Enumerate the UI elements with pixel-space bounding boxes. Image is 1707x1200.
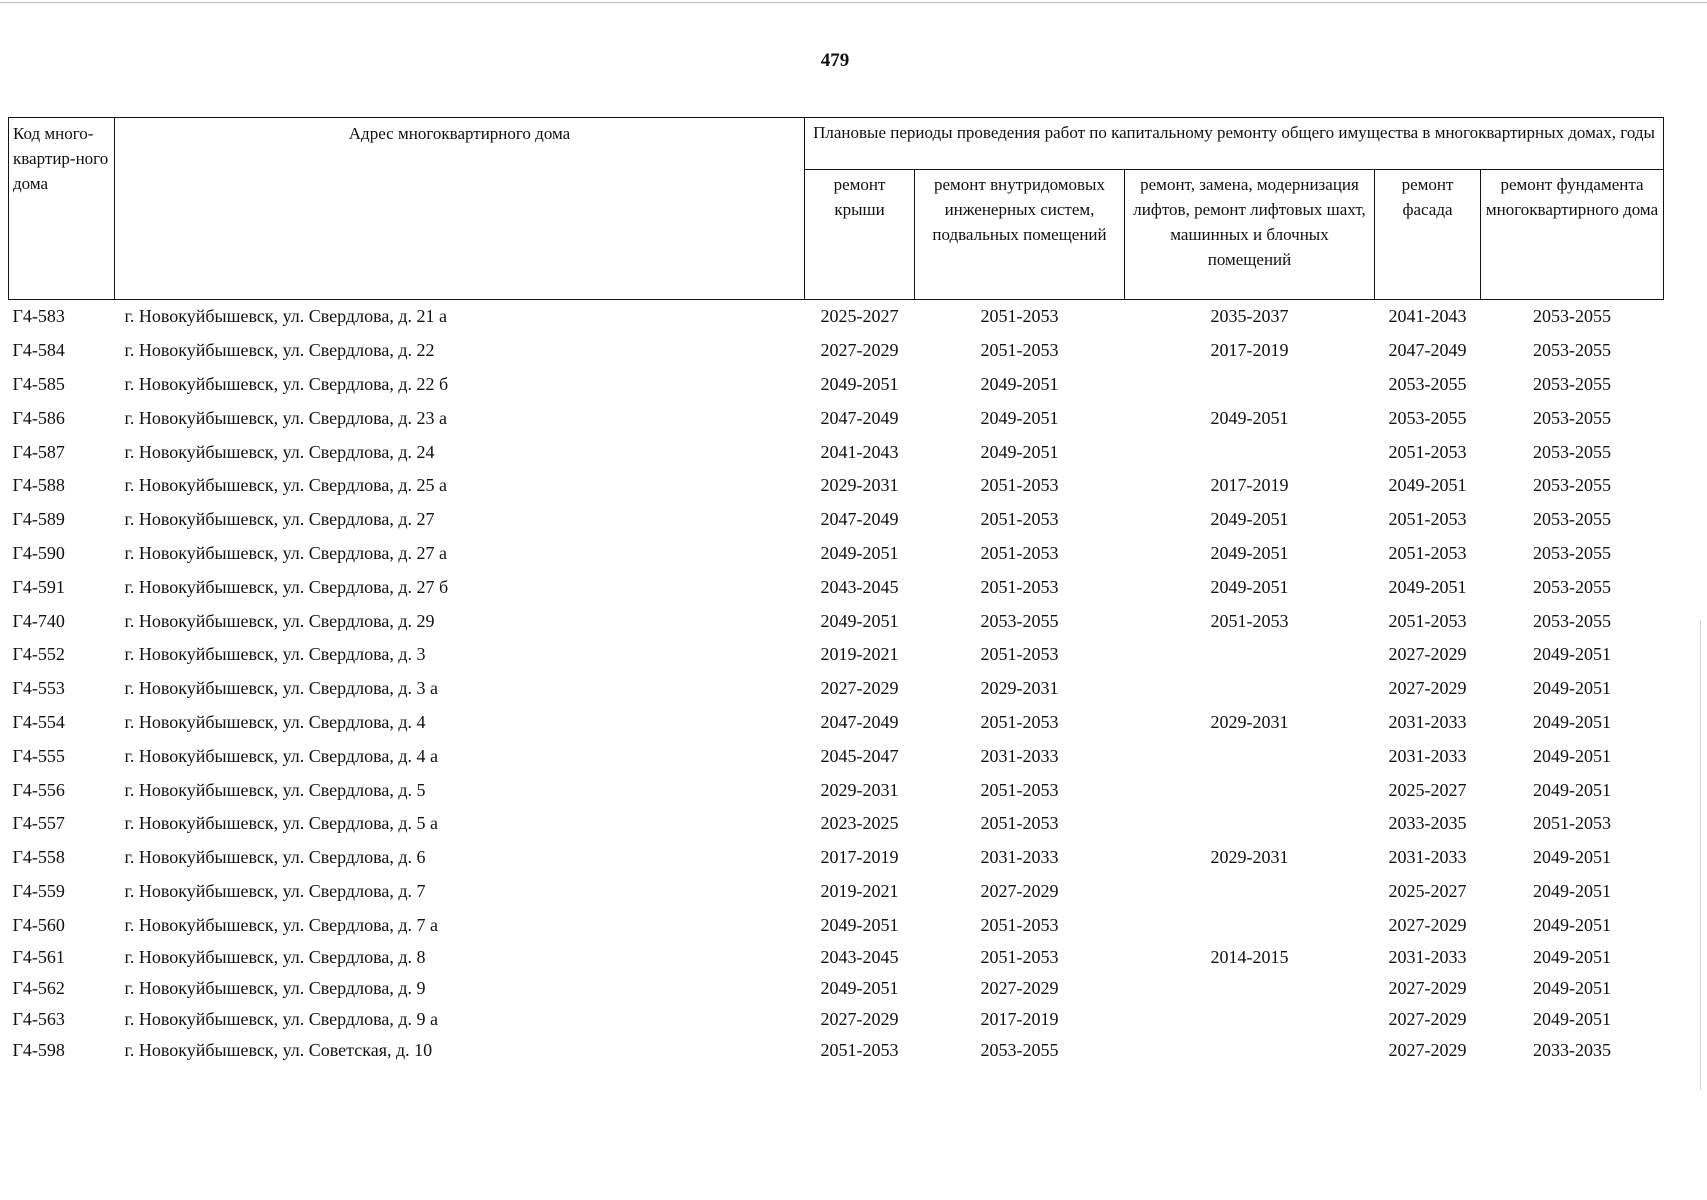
cell-code: Г4-562 [12, 978, 65, 999]
table-row [9, 570, 1664, 604]
cell-engineering: 2051-2053 [980, 475, 1059, 496]
cell-engineering: 2051-2053 [980, 644, 1059, 665]
table-row [9, 401, 1664, 435]
repair-schedule-table [8, 117, 1664, 1066]
cell-address: г. Новокуйбышевск, ул. Свердлова, д. 8 [124, 947, 426, 968]
header-code: Код много-квартир-ного дома [9, 118, 115, 300]
cell-engineering: 2049-2051 [980, 441, 1059, 462]
cell-foundation: 2053-2055 [1533, 542, 1612, 563]
cell-facade: 2027-2029 [1388, 978, 1467, 999]
cell-address: г. Новокуйбышевск, ул. Свердлова, д. 29 [124, 610, 435, 631]
cell-foundation: 2049-2051 [1533, 745, 1612, 766]
cell-foundation: 2053-2055 [1533, 373, 1612, 394]
cell-lifts [1125, 435, 1375, 469]
cell-roof: 2027-2029 [820, 678, 899, 699]
cell-foundation: 2053-2055 [1533, 610, 1612, 631]
cell-address: г. Новокуйбышевск, ул. Свердлова, д. 3 а [124, 678, 438, 699]
cell-facade: 2051-2053 [1388, 610, 1467, 631]
cell-roof: 2045-2047 [820, 745, 899, 766]
cell-code: Г4-563 [12, 1009, 65, 1030]
cell-engineering: 2029-2031 [980, 678, 1059, 699]
cell-address: г. Новокуйбышевск, ул. Свердлова, д. 22 б [124, 373, 449, 394]
cell-address: г. Новокуйбышевск, ул. Свердлова, д. 27 [124, 509, 435, 530]
cell-lifts: 2029-2031 [1210, 711, 1289, 732]
cell-facade: 2051-2053 [1388, 441, 1467, 462]
scan-edge-line [0, 2, 1707, 3]
cell-address: г. Новокуйбышевск, ул. Советская, д. 10 [124, 1040, 433, 1061]
cell-foundation: 2049-2051 [1533, 847, 1612, 868]
cell-code: Г4-559 [12, 880, 65, 901]
cell-code: Г4-591 [12, 576, 65, 597]
cell-foundation: 2049-2051 [1533, 947, 1612, 968]
cell-code: Г4-560 [12, 914, 65, 935]
cell-code: Г4-555 [12, 745, 65, 766]
cell-roof: 2043-2045 [820, 576, 899, 597]
cell-facade: 2053-2055 [1388, 407, 1467, 428]
cell-roof: 2025-2027 [820, 306, 899, 327]
cell-facade: 2051-2053 [1388, 509, 1467, 530]
header-facade: ремонт фасада [1375, 170, 1481, 300]
cell-address: г. Новокуйбышевск, ул. Свердлова, д. 24 [124, 441, 435, 462]
cell-lifts: 2049-2051 [1210, 509, 1289, 530]
cell-facade: 2041-2043 [1388, 306, 1467, 327]
cell-foundation: 2049-2051 [1533, 711, 1612, 732]
table-row [9, 1004, 1664, 1035]
cell-roof: 2023-2025 [820, 813, 899, 834]
cell-code: Г4-584 [12, 340, 65, 361]
cell-code: Г4-557 [12, 813, 65, 834]
table-body [9, 300, 1664, 1067]
table-row [9, 672, 1664, 706]
cell-code: Г4-553 [12, 678, 65, 699]
header-periods-group: Плановые периоды проведения работ по капитальному ремонту общего имущества в многоквартирных домах, годы [805, 118, 1664, 170]
cell-facade: 2031-2033 [1388, 711, 1467, 732]
header-roof: ремонт крыши [805, 170, 915, 300]
cell-foundation: 2049-2051 [1533, 880, 1612, 901]
cell-foundation: 2053-2055 [1533, 475, 1612, 496]
cell-code: Г4-740 [12, 610, 65, 631]
cell-address: г. Новокуйбышевск, ул. Свердлова, д. 7 а [124, 914, 438, 935]
cell-roof: 2027-2029 [820, 1009, 899, 1030]
cell-engineering: 2051-2053 [980, 711, 1059, 732]
table-row [9, 1035, 1664, 1066]
cell-roof: 2029-2031 [820, 475, 899, 496]
cell-foundation: 2053-2055 [1533, 509, 1612, 530]
cell-code: Г4-583 [12, 306, 65, 327]
cell-roof: 2049-2051 [820, 373, 899, 394]
header-engineering: ремонт внутридомовых инженерных систем, подвальных помещений [915, 170, 1125, 300]
cell-engineering: 2027-2029 [980, 880, 1059, 901]
cell-address: г. Новокуйбышевск, ул. Свердлова, д. 25 а [124, 475, 447, 496]
cell-code: Г4-586 [12, 407, 65, 428]
cell-lifts: 2029-2031 [1210, 847, 1289, 868]
table-row [9, 773, 1664, 807]
cell-engineering: 2051-2053 [980, 306, 1059, 327]
cell-address: г. Новокуйбышевск, ул. Свердлова, д. 9 [124, 978, 426, 999]
cell-address: г. Новокуйбышевск, ул. Свердлова, д. 21 а [124, 306, 447, 327]
cell-code: Г4-552 [12, 644, 65, 665]
cell-roof: 2049-2051 [820, 610, 899, 631]
cell-roof: 2041-2043 [820, 441, 899, 462]
cell-lifts: 2017-2019 [1210, 340, 1289, 361]
cell-foundation: 2049-2051 [1533, 978, 1612, 999]
table-row [9, 841, 1664, 875]
cell-lifts [1125, 1035, 1375, 1066]
cell-engineering: 2051-2053 [980, 576, 1059, 597]
cell-facade: 2049-2051 [1388, 576, 1467, 597]
cell-code: Г4-558 [12, 847, 65, 868]
cell-engineering: 2027-2029 [980, 978, 1059, 999]
cell-facade: 2031-2033 [1388, 847, 1467, 868]
cell-foundation: 2049-2051 [1533, 644, 1612, 665]
cell-address: г. Новокуйбышевск, ул. Свердлова, д. 27 а [124, 542, 447, 563]
cell-code: Г4-556 [12, 779, 65, 800]
cell-code: Г4-587 [12, 441, 65, 462]
table-row [9, 973, 1664, 1004]
cell-lifts: 2049-2051 [1210, 542, 1289, 563]
cell-address: г. Новокуйбышевск, ул. Свердлова, д. 27 б [124, 576, 449, 597]
table-row [9, 503, 1664, 537]
cell-address: г. Новокуйбышевск, ул. Свердлова, д. 6 [124, 847, 426, 868]
cell-foundation: 2049-2051 [1533, 678, 1612, 699]
header-address: Адрес многоквартирного дома [115, 118, 805, 300]
cell-foundation: 2049-2051 [1533, 779, 1612, 800]
cell-facade: 2027-2029 [1388, 914, 1467, 935]
cell-facade: 2027-2029 [1388, 644, 1467, 665]
cell-code: Г4-590 [12, 542, 65, 563]
cell-roof: 2047-2049 [820, 509, 899, 530]
cell-address: г. Новокуйбышевск, ул. Свердлова, д. 23 а [124, 407, 447, 428]
cell-foundation: 2053-2055 [1533, 576, 1612, 597]
cell-foundation: 2053-2055 [1533, 407, 1612, 428]
cell-code: Г4-598 [12, 1040, 65, 1061]
table-row [9, 807, 1664, 841]
table-row [9, 942, 1664, 973]
cell-lifts [1125, 1004, 1375, 1035]
cell-engineering: 2053-2055 [980, 610, 1059, 631]
cell-engineering: 2049-2051 [980, 373, 1059, 394]
table-header [9, 118, 1664, 300]
cell-foundation: 2049-2051 [1533, 914, 1612, 935]
cell-facade: 2031-2033 [1388, 745, 1467, 766]
table-row [9, 334, 1664, 368]
cell-lifts [1125, 739, 1375, 773]
cell-code: Г4-554 [12, 711, 65, 732]
cell-foundation: 2033-2035 [1533, 1040, 1612, 1061]
cell-engineering: 2049-2051 [980, 407, 1059, 428]
cell-lifts [1125, 368, 1375, 402]
cell-facade: 2051-2053 [1388, 542, 1467, 563]
table-row [9, 469, 1664, 503]
cell-facade: 2027-2029 [1388, 1009, 1467, 1030]
cell-facade: 2047-2049 [1388, 340, 1467, 361]
cell-foundation: 2049-2051 [1533, 1009, 1612, 1030]
table-row [9, 908, 1664, 942]
cell-facade: 2053-2055 [1388, 373, 1467, 394]
table-row [9, 875, 1664, 909]
table-row [9, 537, 1664, 571]
cell-roof: 2049-2051 [820, 914, 899, 935]
cell-lifts: 2049-2051 [1210, 576, 1289, 597]
cell-address: г. Новокуйбышевск, ул. Свердлова, д. 7 [124, 880, 426, 901]
cell-lifts [1125, 638, 1375, 672]
cell-facade: 2025-2027 [1388, 880, 1467, 901]
cell-roof: 2019-2021 [820, 644, 899, 665]
cell-code: Г4-589 [12, 509, 65, 530]
table-row [9, 638, 1664, 672]
cell-code: Г4-561 [12, 947, 65, 968]
table-row [9, 300, 1664, 334]
cell-engineering: 2051-2053 [980, 914, 1059, 935]
cell-engineering: 2051-2053 [980, 509, 1059, 530]
cell-engineering: 2051-2053 [980, 340, 1059, 361]
cell-lifts [1125, 908, 1375, 942]
cell-lifts [1125, 672, 1375, 706]
cell-facade: 2033-2035 [1388, 813, 1467, 834]
header-foundation: ремонт фундамента многоквартирного дома [1481, 170, 1664, 300]
cell-code: Г4-585 [12, 373, 65, 394]
cell-engineering: 2051-2053 [980, 813, 1059, 834]
cell-facade: 2027-2029 [1388, 1040, 1467, 1061]
cell-lifts: 2035-2037 [1210, 306, 1289, 327]
cell-roof: 2029-2031 [820, 779, 899, 800]
cell-engineering: 2031-2033 [980, 847, 1059, 868]
cell-roof: 2047-2049 [820, 407, 899, 428]
table-row [9, 739, 1664, 773]
cell-lifts [1125, 773, 1375, 807]
cell-lifts: 2051-2053 [1210, 610, 1289, 631]
cell-address: г. Новокуйбышевск, ул. Свердлова, д. 5 а [124, 813, 438, 834]
cell-roof: 2043-2045 [820, 947, 899, 968]
cell-roof: 2049-2051 [820, 978, 899, 999]
cell-foundation: 2053-2055 [1533, 441, 1612, 462]
table-row [9, 368, 1664, 402]
cell-lifts: 2014-2015 [1210, 947, 1289, 968]
cell-foundation: 2051-2053 [1533, 813, 1612, 834]
cell-facade: 2031-2033 [1388, 947, 1467, 968]
cell-engineering: 2051-2053 [980, 542, 1059, 563]
page-number: 479 [820, 50, 850, 71]
cell-lifts [1125, 875, 1375, 909]
table-row [9, 706, 1664, 740]
cell-roof: 2049-2051 [820, 542, 899, 563]
cell-engineering: 2051-2053 [980, 947, 1059, 968]
table-row [9, 435, 1664, 469]
scan-edge-line [1700, 620, 1701, 1090]
header-lifts: ремонт, замена, модернизация лифтов, ремонт лифтовых шахт, машинных и блочных помещений [1125, 170, 1375, 300]
cell-roof: 2019-2021 [820, 880, 899, 901]
cell-facade: 2025-2027 [1388, 779, 1467, 800]
cell-code: Г4-588 [12, 475, 65, 496]
cell-engineering: 2017-2019 [980, 1009, 1059, 1030]
cell-address: г. Новокуйбышевск, ул. Свердлова, д. 4 а [124, 745, 438, 766]
cell-address: г. Новокуйбышевск, ул. Свердлова, д. 9 а [124, 1009, 438, 1030]
cell-roof: 2047-2049 [820, 711, 899, 732]
cell-engineering: 2051-2053 [980, 779, 1059, 800]
table-row [9, 604, 1664, 638]
cell-roof: 2051-2053 [820, 1040, 899, 1061]
cell-lifts [1125, 973, 1375, 1004]
cell-lifts: 2049-2051 [1210, 407, 1289, 428]
cell-engineering: 2053-2055 [980, 1040, 1059, 1061]
cell-engineering: 2031-2033 [980, 745, 1059, 766]
cell-roof: 2017-2019 [820, 847, 899, 868]
cell-address: г. Новокуйбышевск, ул. Свердлова, д. 3 [124, 644, 426, 665]
cell-address: г. Новокуйбышевск, ул. Свердлова, д. 22 [124, 340, 435, 361]
cell-foundation: 2053-2055 [1533, 306, 1612, 327]
cell-facade: 2049-2051 [1388, 475, 1467, 496]
cell-lifts: 2017-2019 [1210, 475, 1289, 496]
cell-address: г. Новокуйбышевск, ул. Свердлова, д. 5 [124, 779, 426, 800]
cell-address: г. Новокуйбышевск, ул. Свердлова, д. 4 [124, 711, 426, 732]
cell-facade: 2027-2029 [1388, 678, 1467, 699]
cell-roof: 2027-2029 [820, 340, 899, 361]
cell-foundation: 2053-2055 [1533, 340, 1612, 361]
cell-lifts [1125, 807, 1375, 841]
